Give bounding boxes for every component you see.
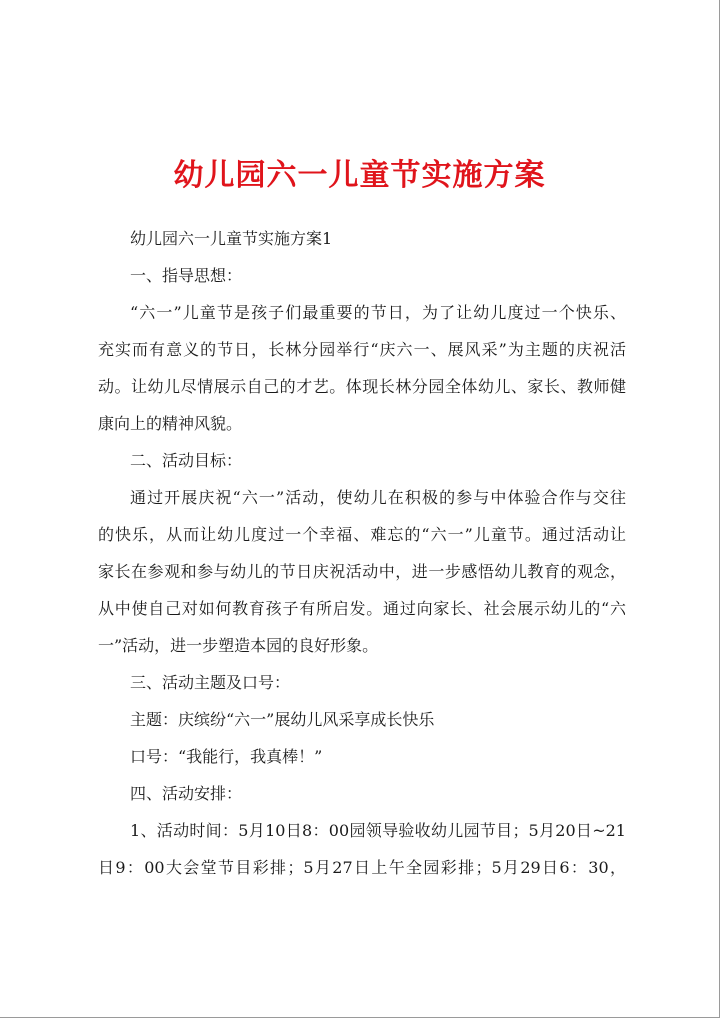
document-title: 幼儿园六一儿童节实施方案 [173, 158, 546, 193]
paragraph-line: 动。让幼儿尽情展示自己的才艺。体现长林分园全体幼儿、家长、教师健 [98, 377, 626, 396]
paragraph-line: 一”活动，进一步塑造本园的良好形象。 [98, 636, 379, 655]
paragraph-line: 从中使自己对如何教育孩子有所启发。通过向家长、社会展示幼儿的“六 [98, 599, 626, 618]
paragraph-line: 通过开展庆祝“六一”活动，使幼儿在积极的参与中体验合作与交往 [130, 488, 626, 507]
paragraph-line: “六一”儿童节是孩子们最重要的节日，为了让幼儿度过一个快乐、 [130, 303, 626, 322]
activity-slogan: 口号：“我能行，我真棒！” [130, 747, 323, 766]
paragraph-line: 家长在参观和参与幼儿的节日庆祝活动中，进一步感悟幼儿教育的观念， [98, 562, 626, 581]
paragraph-line: 日9：00大会堂节目彩排；5月27日上午全园彩排；5月29日6：30， [98, 858, 626, 877]
section-heading-guiding-ideology: 一、指导思想： [130, 266, 243, 285]
paragraph-line: 充实而有意义的节日，长林分园举行“庆六一、展风采”为主题的庆祝活 [98, 340, 626, 359]
paragraph-line: 康向上的精神风貌。 [98, 414, 243, 433]
plan-subtitle: 幼儿园六一儿童节实施方案1 [130, 229, 333, 248]
paragraph-line: 1、活动时间：5月10日8：00园领导验收幼儿园节目；5月20日~21 [130, 821, 626, 840]
document-body [98, 220, 626, 886]
section-heading-theme-slogan: 三、活动主题及口号： [130, 673, 291, 692]
paragraph-line: 的快乐，从而让幼儿度过一个幸福、难忘的“六一”儿童节。通过活动让 [98, 525, 626, 544]
activity-theme: 主题：庆缤纷“六一”展幼儿风采享成长快乐 [130, 710, 435, 729]
section-heading-arrangements: 四、活动安排： [130, 784, 243, 803]
section-heading-activity-goals: 二、活动目标： [130, 451, 243, 470]
